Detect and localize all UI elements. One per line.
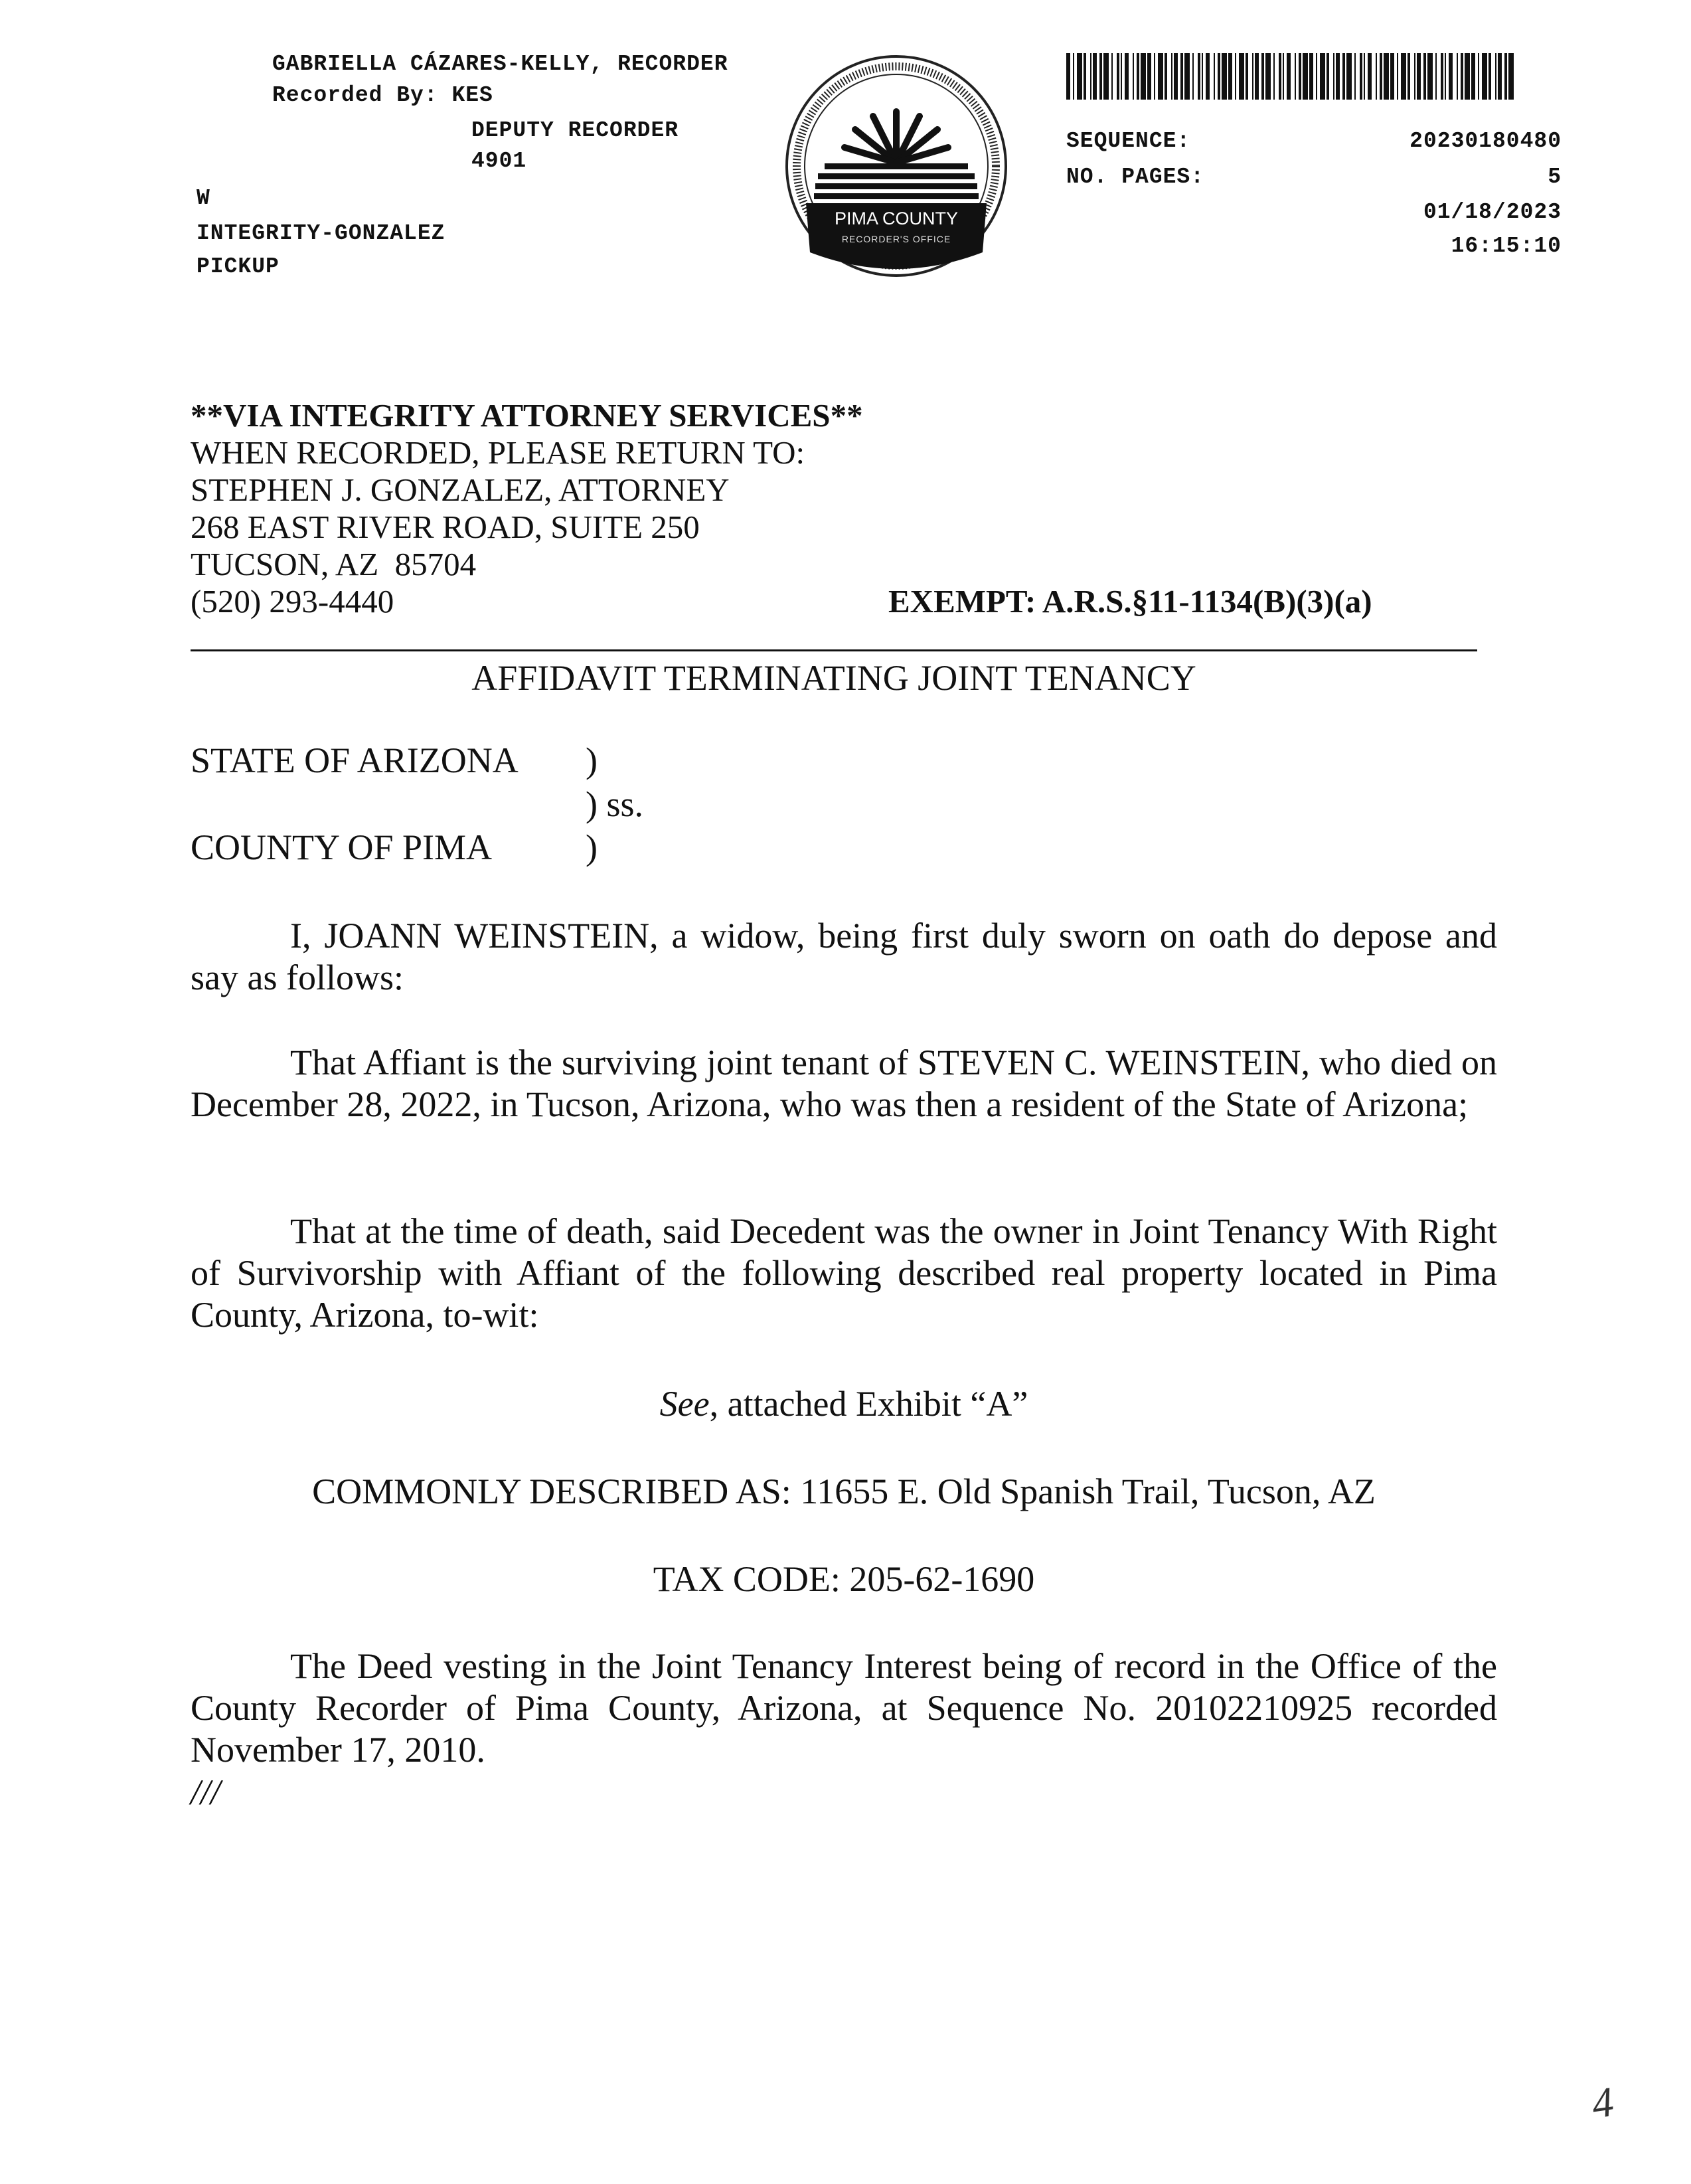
paragraph-surviving-tenant: [191, 1042, 1497, 1126]
paragraph-surviving-tenant-text: That Affiant is the surviving joint tenant of STEVEN C. WEINSTEIN, who died on December 28, 2022, in Tucson, Arizona, who was then a resident of the State of Arizona;: [191, 1043, 1497, 1124]
exhibit-see: See: [659, 1384, 710, 1424]
paragraph-affiant-intro-text: I, JOANN WEINSTEIN, a widow, being first duly sworn on oath do depose and say as follows:: [191, 916, 1497, 997]
seal-text-county: PIMA COUNTY: [834, 209, 959, 228]
venue-state: STATE OF ARIZONA: [191, 740, 519, 780]
via-line: **VIA INTEGRITY ATTORNEY SERVICES**: [191, 397, 863, 434]
record-time: 16:15:10: [1451, 234, 1562, 258]
attorney-line: STEPHEN J. GONZALEZ, ATTORNEY: [191, 471, 730, 508]
address-line-1: 268 EAST RIVER ROAD, SUITE 250: [191, 509, 700, 545]
venue-paren-3: ): [586, 827, 598, 867]
barcode-graphic: [1066, 53, 1515, 100]
exempt-line: EXEMPT: A.R.S.§11-1134(B)(3)(a): [888, 583, 1372, 620]
paragraph-ownership-text: That at the time of death, said Decedent was the owner in Joint Tenancy With Right of Survivorship with Affiant of the following described real property located in Pima County, Arizona, to-wit:: [191, 1211, 1497, 1335]
when-recorded-line: WHEN RECORDED, PLEASE RETURN TO:: [191, 434, 805, 471]
paragraph-ownership: [191, 1211, 1497, 1336]
continuation-slashes: ///: [191, 1772, 221, 1812]
integrity-code: INTEGRITY-GONZALEZ: [197, 221, 445, 246]
seal-graphic: [783, 53, 1009, 279]
paragraph-deed-record: [191, 1645, 1497, 1771]
document-title: AFFIDAVIT TERMINATING JOINT TENANCY: [471, 658, 1196, 698]
address-line-2: TUCSON, AZ 85704: [191, 546, 477, 582]
divider-rule: [191, 649, 1477, 651]
recorder-name: GABRIELLA CÁZARES-KELLY, RECORDER: [272, 52, 728, 76]
deputy-number: 4901: [471, 149, 527, 173]
seal-text-office: RECORDER'S OFFICE: [841, 234, 951, 244]
recorded-by: Recorded By: KES: [272, 83, 493, 108]
pages-label: NO. PAGES:: [1066, 165, 1205, 189]
barcode: [1066, 53, 1515, 100]
venue-county: COUNTY OF PIMA: [191, 827, 493, 867]
tax-code: TAX CODE: 205-62-1690: [653, 1559, 1035, 1599]
commonly-described: COMMONLY DESCRIBED AS: 11655 E. Old Spanish Trail, Tucson, AZ: [312, 1471, 1376, 1511]
paragraph-deed-record-text: The Deed vesting in the Joint Tenancy Interest being of record in the Office of the County Recorder of Pima County, Arizona, at Sequence No. 20102210925 recorded November 17, 2010.: [191, 1646, 1497, 1770]
sequence-label: SEQUENCE:: [1066, 129, 1191, 153]
code-w: W: [197, 186, 210, 210]
venue-paren-1: ): [586, 740, 598, 780]
record-date: 01/18/2023: [1423, 200, 1562, 224]
deputy-title: DEPUTY RECORDER: [471, 118, 679, 143]
pages-value: 5: [1548, 165, 1562, 189]
exhibit-reference: [191, 1383, 1497, 1425]
paragraph-affiant-intro: [191, 915, 1497, 999]
venue-ss: ) ss.: [586, 784, 644, 824]
pickup-code: PICKUP: [197, 254, 280, 279]
exhibit-rest: , attached Exhibit “A”: [709, 1384, 1028, 1424]
sequence-value: 20230180480: [1409, 129, 1562, 153]
handwritten-page-mark: 4: [1589, 2078, 1617, 2128]
phone-line: (520) 293-4440: [191, 583, 394, 620]
pima-county-seal: [783, 53, 1009, 279]
